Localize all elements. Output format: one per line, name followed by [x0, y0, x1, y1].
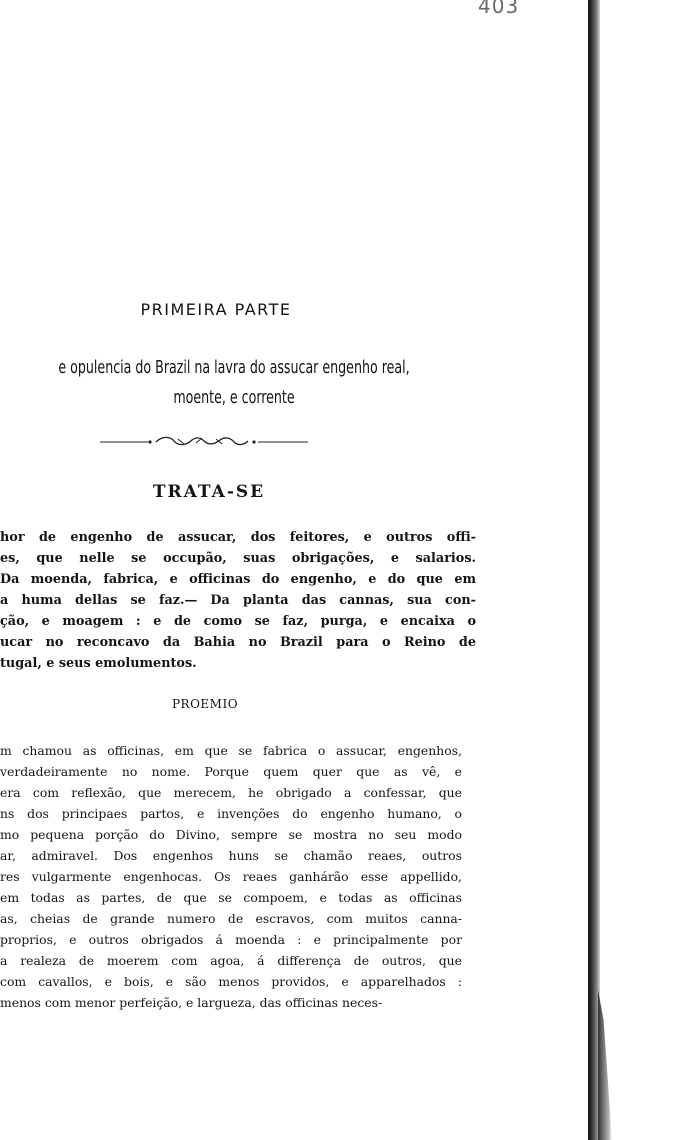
summary-line: hor de engenho de assucar, dos feitores, e outros offi- — [0, 530, 476, 545]
ornamental-divider — [100, 434, 308, 448]
body-line: a realeza de moerem com agoa, á differença de outros, que — [0, 953, 462, 968]
body-line: ns dos principaes partos, e invenções do engenho humano, o — [0, 806, 462, 821]
page-number: 403 — [478, 0, 520, 18]
body-line: mo pequena porção do Divino, sempre se mostra no seu modo — [0, 827, 462, 842]
body-line: m chamou as officinas, em que se fabrica o assucar, engenhos, — [0, 743, 462, 758]
body-line: proprios, e outros obrigados á moenda : e principalmente por — [0, 932, 462, 947]
chapter-summary — [0, 527, 476, 674]
proemio-heading: PROEMIO — [171, 697, 239, 711]
subtitle-line: moente, e corrente — [173, 387, 295, 408]
summary-line: ção, e moagem : e de como se faz, purga, e encaixa o — [0, 614, 476, 629]
chapter-subtitle — [47, 353, 421, 413]
body-line: era com reflexão, que merecem, he obrigado a confessar, que — [0, 785, 462, 800]
section-heading: TRATA-SE — [152, 482, 266, 502]
summary-line: a huma dellas se faz.— Da planta das cannas, sua con- — [0, 593, 476, 608]
body-line: verdadeiramente no nome. Porque quem quer que as vê, e — [0, 764, 462, 779]
subtitle-line: e opulencia do Brazil na lavra do assucar engenho real, — [58, 357, 410, 378]
body-line: menos com menor perfeição, e largueza, das officinas neces- — [0, 995, 383, 1010]
body-line: com cavallos, e bois, e são menos providos, e apparelhados : — [0, 974, 462, 989]
body-line: em todas as partes, de que se compoem, e todas as officinas — [0, 890, 462, 905]
proemio-body — [0, 740, 462, 1013]
summary-line: tugal, e seus emolumentos. — [0, 656, 197, 671]
summary-line: Da moenda, fabrica, e officinas do engenho, e do que em — [0, 572, 476, 587]
body-line: ar, admiravel. Dos engenhos huns se chamão reaes, outros — [0, 848, 462, 863]
body-line: as, cheias de grande numero de escravos, com muitos canna- — [0, 911, 462, 926]
summary-line: es, que nelle se occupão, suas obrigações, e salarios. — [0, 551, 476, 566]
body-line: res vulgarmente engenhocas. Os reaes ganhárão esse appellido, — [0, 869, 462, 884]
part-title: PRIMEIRA PARTE — [140, 300, 292, 319]
summary-line: ucar no reconcavo da Bahia no Brazil para o Reino de — [0, 635, 476, 650]
book-binding-edge — [588, 0, 600, 1140]
